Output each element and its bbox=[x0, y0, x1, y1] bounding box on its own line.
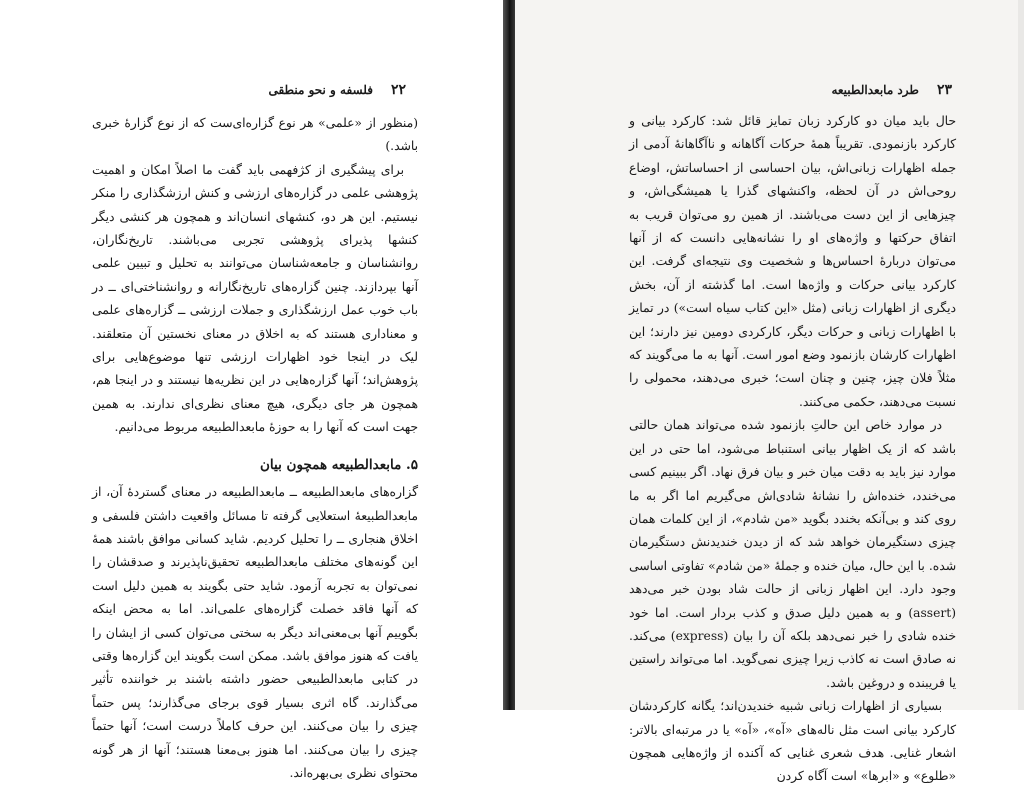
paragraph: در موارد خاص این حالتِ بازنمود شده می‌تواند همان حالتی باشد که از یک اظهار بیانی استنباط می‌شود، اما حتی در این موارد نیز باید به دقت میان خبر و بیان فرق نهاد. اگر ببینیم کسی می‌خندد، خنده‌اش را نشانهٔ شادی‌اش می‌گیریم اما اگر به ما روی کند و بی‌آنکه بخندد بگوید «من شادم»، از این کلمات همان چیزی دستگیرمان خواهد شد که از دیدن خندیدنش دستگیرمان شده. با این حال، میان خنده و جملهٔ «من شادم» تفاوتی اساسی وجود دارد. این اظهار زبانی از حالت شاد بودن خبر می‌دهد (assert) و به همین دلیل صدق و کذب بردار است. اما خود خنده شادی را خبر نمی‌دهد بلکه آن را بیان (express) می‌کند. نه صادق است نه کاذب زیرا چیزی نمی‌گوید. اما می‌تواند راستین یا فریبنده و دروغین باشد. bbox=[629, 418, 956, 690]
book-spine bbox=[503, 0, 515, 710]
running-title: فلسفه و نحو منطقی bbox=[268, 83, 373, 97]
right-page-body bbox=[629, 110, 956, 789]
right-page bbox=[515, 0, 1024, 784]
running-title: طرد مابعدالطبیعه bbox=[831, 83, 919, 97]
paragraph: گزاره‌های مابعدالطبیعه ــ مابعدالطبیعه در معنای گستردهٔ آن، از مابعدالطبیعهٔ استعلایی گرفته تا مسائل واقعیت داشتن فلسفی و اخلاق هنجاری ــ را تحلیل کردیم. شاید کسانی موافق باشند همهٔ این گونه‌های مختلف مابعدالطبیعه تحقیق‌ناپذیرند و صدقشان را نمی‌توان به تجربه آزمود. شاید حتی بگویند به همین دلیل است که آنها فاقد خصلت گزاره‌های علمی‌اند. اما به محض اینکه بگوییم آنها بی‌معنی‌اند دیگر به سختی می‌توان کسی از ایشان را یافت که هنوز موافق باشد. ممکن است بگویند این گزاره‌ها وقتی در کتابی مابعدالطبیعی حضور داشته باشند بر خواننده تأثیر می‌گذارند. گاه اثری بسیار قوی برجای می‌گذارند؛ پس حتماً چیزی را بیان می‌کنند. این حرف کاملاً درست است؛ آنها حتماً چیزی را بیان می‌کنند. اما هنوز بی‌معنا هستند؛ آنها از هر گونه محتوای نظری بی‌بهره‌اند. bbox=[92, 485, 418, 780]
paragraph: حال باید میان دو کارکرد زبان تمایز قائل شد: کارکرد بیانی و کارکرد بازنمودی. تقریباً همهٔ حرکات آگاهانه و ناآگاهانهٔ آدمی از جمله اظهارات زبانی‌اش، بیان احساسی از احساساتش، اوضاع روحی‌اش در آن لحظه، واکنشهای گذرا یا همیشگی‌اش، و چیزهایی از این دست می‌باشند. از همین رو می‌توان قریب به اتفاق حرکتها و واژه‌های او را نشانه‌هایی دانست که از آنها می‌توان دربارهٔ احساس‌ها و شخصیت وی نتیجه‌ای گرفت. این کارکرد بیانی حرکات و واژه‌ها است. اما گذشته از آن، بخش دیگری از اظهارات زبانی (مثل «این کتاب سیاه است») در تمایز با اظهارات زبانی و حرکات دیگر، کارکردی دومین نیز دارند؛ این اظهارات کارشان بازنمود وضع امور است. آنها به ما می‌گویند که مثلاً فلان چیز، چنین و چنان است؛ خبری می‌دهند، محمولی را نسبت می‌دهند، حکمی می‌کنند. bbox=[629, 114, 956, 409]
section-heading: ۵. مابعدالطبیعه همچون بیان bbox=[260, 456, 418, 473]
paragraph: برای پیشگیری از کژفهمی باید گفت ما اصلاً امکان و اهمیت پژوهشی علمی در گزاره‌های ارزشی و کنش ارزشگذاری را منکر نیستیم. این هر دو، کنشهای انسان‌اند و همچون هر کنشی دیگر کنشها پذیرای پژوهشی تجربی می‌باشند. تاریخ‌نگاران، روانشناسان و جامعه‌شناسان می‌توانند به تحلیل و تبیین علمی آنها بپردازند. چنین گزاره‌های تاریخ‌نگارانه و روانشناختی‌ای ــ در باب خوب عمل ارزشگذاری و جملات ارزشی ــ گزاره‌های علمی و معناداری هستند که به اخلاق در معنای نخستین آن متعلقند. لیک در اینجا خود اظهارات ارزشی تنها موضوع‌هایی برای پژوهش‌اند؛ آنها گزاره‌هایی در این نظریه‌ها نیستند و در اینجا هم، همچون هر جای دیگری، هیچ معنای نظری‌ای ندارند. به همین جهت است که آنها را به حوزهٔ مابعدالطبیعه مربوط می‌دانیم. bbox=[92, 162, 418, 435]
left-page bbox=[0, 0, 503, 780]
left-page-body bbox=[92, 112, 418, 785]
paragraph: (منظور از «علمی» هر نوع گزاره‌ای‌ست که از نوع گزارهٔ خبری باشد.) bbox=[92, 116, 418, 154]
right-page-header bbox=[831, 82, 952, 98]
page-number: ۲۳ bbox=[936, 82, 952, 98]
left-page-header bbox=[268, 82, 406, 98]
paragraph: بسیاری از اظهارات زبانی شبیه خندیدن‌اند؛ یگانه کارکردشان کارکرد بیانی است مثل ناله‌های «آه»، «آه» یا در مرتبه‌ای بالاتر: اشعار غنایی. هدف شعری غنایی که آکنده از واژه‌هایی همچون «طلوع» و «ابرها» است آگاه کردن bbox=[629, 699, 956, 784]
page-number: ۲۲ bbox=[390, 82, 406, 98]
